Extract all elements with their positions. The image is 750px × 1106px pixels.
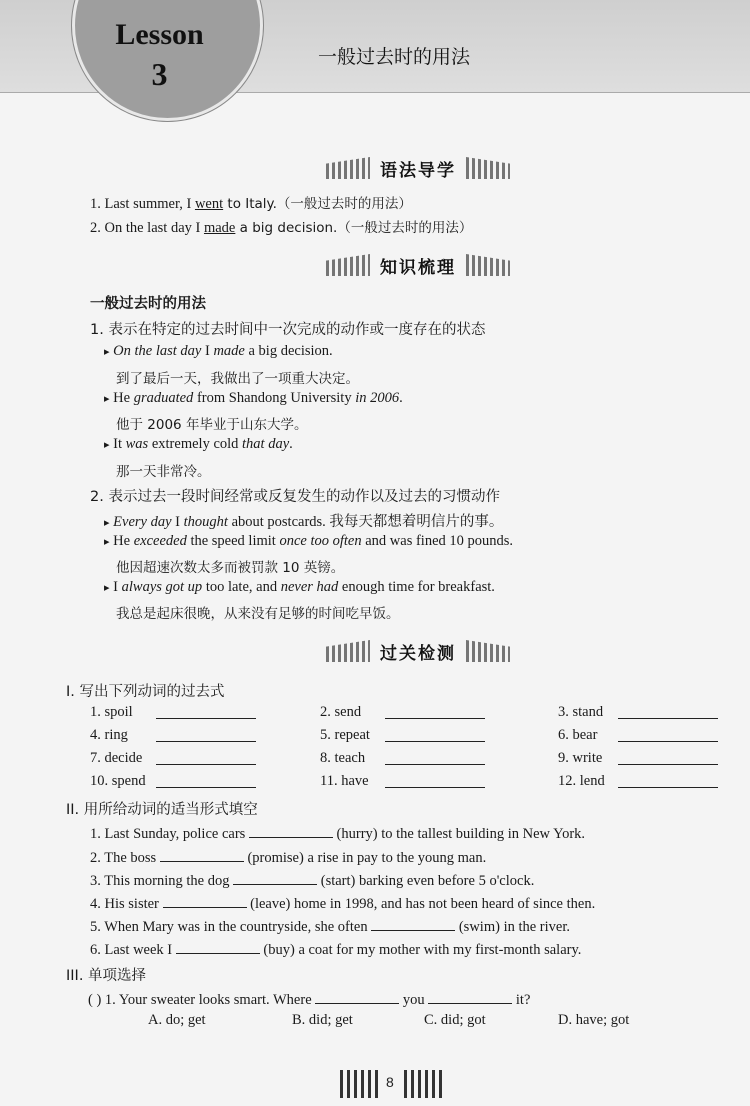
answer-blank[interactable]: [315, 989, 399, 1004]
section-heading: 一般过去时的用法: [90, 296, 206, 312]
answer-blank[interactable]: [618, 773, 718, 788]
fill-item: 3. This morning the dog (start) barking even before 5 o'clock.: [90, 870, 534, 890]
part2-title: II. 用所给动词的适当形式填空: [66, 802, 258, 818]
verb-item: 9. write: [558, 750, 603, 766]
answer-blank[interactable]: [156, 727, 256, 742]
fill-item: 6. Last week I (buy) a coat for my mother with my first-month salary.: [90, 939, 581, 959]
verb-item: 12. lend: [558, 773, 605, 789]
banner-bars-icon: [326, 640, 370, 662]
banner-bars-icon: [466, 254, 510, 276]
verb-item: 10. spend: [90, 773, 146, 789]
answer-blank[interactable]: [163, 893, 247, 908]
banner-label: 语法导学: [380, 160, 456, 181]
mc-option-b[interactable]: B. did; get: [292, 1012, 353, 1028]
verb-item: 3. stand: [558, 704, 604, 720]
answer-blank[interactable]: [156, 773, 256, 788]
fill-item: 2. The boss (promise) a rise in pay to the young man.: [90, 847, 486, 867]
banner-label: 知识梳理: [380, 257, 456, 278]
mc-option-c[interactable]: C. did; got: [424, 1012, 486, 1028]
answer-blank[interactable]: [385, 727, 485, 742]
answer-blank[interactable]: [176, 939, 260, 954]
mc-option-d[interactable]: D. have; got: [558, 1012, 630, 1028]
banner-label: 过关检测: [380, 643, 456, 664]
verb-item: 1. spoil: [90, 704, 133, 720]
answer-blank[interactable]: [249, 823, 333, 838]
example-6-translation: 我总是起床很晚，从来没有足够的时间吃早饭。: [116, 606, 400, 622]
guide-line-1: 1. Last summer, I went to Italy.（一般过去时的用法）: [90, 196, 412, 212]
part3-title: III. 单项选择: [66, 968, 147, 984]
footer-bars-icon: [404, 1070, 442, 1098]
answer-blank[interactable]: [371, 916, 455, 931]
answer-blank[interactable]: [618, 727, 718, 742]
example-5-translation: 他因超速次数太多而被罚款 10 英镑。: [116, 560, 345, 576]
answer-blank[interactable]: [160, 847, 244, 862]
answer-blank[interactable]: [618, 750, 718, 765]
example-2: ▸ He graduated from Shandong University in 2006.: [104, 390, 403, 407]
verb-item: 7. decide: [90, 750, 143, 766]
page-title: 一般过去时的用法: [318, 46, 471, 68]
fill-item: 4. His sister (leave) home in 1998, and has not been heard of since then.: [90, 893, 595, 913]
footer-bars-icon: [340, 1070, 378, 1098]
banner-bars-icon: [466, 157, 510, 179]
mc-question-1: ( ) 1. Your sweater looks smart. Where you it?: [88, 989, 530, 1009]
verb-item: 8. teach: [320, 750, 366, 766]
banner-grammar-guide: [326, 154, 510, 182]
answer-blank[interactable]: [156, 704, 256, 719]
answer-blank[interactable]: [156, 750, 256, 765]
example-1: ▸ On the last day I made a big decision.: [104, 343, 333, 360]
example-3-translation: 那一天非常冷。: [116, 464, 211, 480]
verb-item: 11. have: [320, 773, 369, 789]
banner-bars-icon: [326, 254, 370, 276]
answer-blank[interactable]: [385, 704, 485, 719]
banner-bars-icon: [466, 640, 510, 662]
fill-item: 5. When Mary was in the countryside, she often (swim) in the river.: [90, 916, 570, 936]
verb-item: 4. ring: [90, 727, 128, 743]
example-2-translation: 他于 2006 年毕业于山东大学。: [116, 417, 308, 433]
example-1-translation: 到了最后一天，我做出了一项重大决定。: [116, 371, 359, 387]
answer-blank[interactable]: [385, 750, 485, 765]
banner-checkpoint: [326, 637, 510, 665]
page-number: 8: [386, 1074, 394, 1090]
verb-item: 5. repeat: [320, 727, 370, 743]
verb-item: 6. bear: [558, 727, 598, 743]
example-3: ▸ It was extremely cold that day.: [104, 436, 293, 453]
verb-item: 2. send: [320, 704, 362, 720]
lesson-word: Lesson: [115, 18, 204, 51]
part1-title: I. 写出下列动词的过去式: [66, 684, 225, 700]
answer-blank[interactable]: [428, 989, 512, 1004]
answer-blank[interactable]: [618, 704, 718, 719]
guide-line-2: 2. On the last day I made a big decision.（一般过去时的用法）: [90, 220, 473, 236]
example-5: ▸ He exceeded the speed limit once too often and was fined 10 pounds.: [104, 533, 513, 550]
usage-point-2: 2. 表示过去一段时间经常或反复发生的动作以及过去的习惯动作: [90, 489, 500, 505]
answer-blank[interactable]: [233, 870, 317, 885]
banner-knowledge: [326, 251, 510, 279]
mc-option-a[interactable]: A. do; get: [148, 1012, 206, 1028]
banner-bars-icon: [326, 157, 370, 179]
lesson-number: 3: [151, 56, 168, 92]
example-6: ▸ I always got up too late, and never had enough time for breakfast.: [104, 579, 495, 596]
answer-blank[interactable]: [385, 773, 485, 788]
fill-item: 1. Last Sunday, police cars (hurry) to the tallest building in New York.: [90, 823, 585, 843]
example-4: ▸ Every day I thought about postcards. 我每天都想着明信片的事。: [104, 510, 503, 531]
usage-point-1: 1. 表示在特定的过去时间中一次完成的动作或一度存在的状态: [90, 322, 486, 338]
